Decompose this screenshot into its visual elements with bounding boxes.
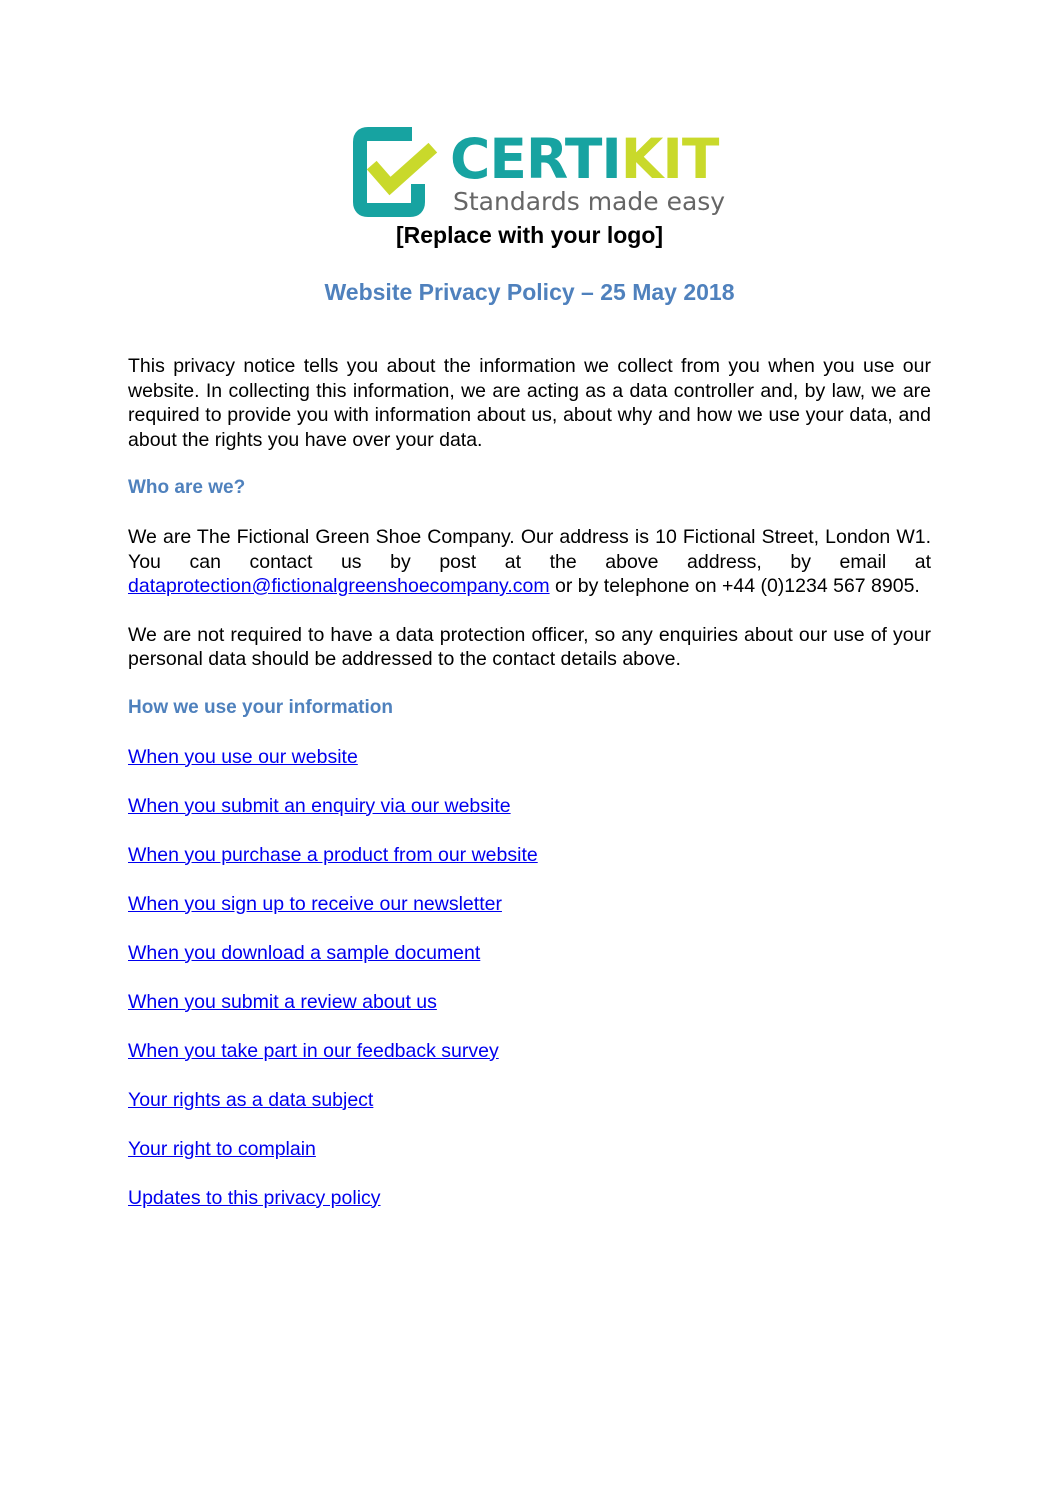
how-we-use-heading: How we use your information xyxy=(128,696,393,718)
contact-text-after: or by telephone on +44 (0)1234 567 8905. xyxy=(549,575,920,597)
link-feedback-survey[interactable]: When you take part in our feedback survey xyxy=(128,1039,499,1062)
intro-paragraph: This privacy notice tells you about the information we collect from you when you use our website. In collecting this information, we are acting as a data controller and, by law, we are required to provide you with information about us, about why and how we use your data, and about the rights you have over your data. xyxy=(128,355,931,451)
who-are-we-heading: Who are we? xyxy=(128,477,246,498)
document-title: Website Privacy Policy – 25 May 2018 xyxy=(324,279,735,305)
dpo-paragraph: We are not required to have a data protection officer, so any enquiries about our use of your personal data should be addressed to the contact details above. xyxy=(128,623,931,670)
policy-body xyxy=(128,354,931,1235)
link-data-subject-rights[interactable]: Your rights as a data subject xyxy=(128,1088,374,1111)
logo-wordmark-part2: KIT xyxy=(620,127,719,191)
checkbox-logo-icon xyxy=(350,124,440,220)
logo-wordmark-part1: CERTI xyxy=(450,127,621,191)
email-link[interactable]: dataprotection@fictionalgreenshoecompany.com xyxy=(128,575,550,597)
contact-paragraph xyxy=(128,525,931,599)
link-right-to-complain[interactable]: Your right to complain xyxy=(128,1137,316,1160)
contact-text-before: We are The Fictional Green Shoe Company. Our address is 10 Fictional Street, London W1. You can contact us by post at the above address, by email at xyxy=(128,526,931,573)
link-newsletter[interactable]: When you sign up to receive our newsletter xyxy=(128,892,502,915)
link-submit-review[interactable]: When you submit a review about us xyxy=(128,990,437,1013)
link-policy-updates[interactable]: Updates to this privacy policy xyxy=(128,1186,381,1209)
company-logo xyxy=(350,124,726,224)
logo-wordmark xyxy=(450,124,718,194)
link-submit-enquiry[interactable]: When you submit an enquiry via our website xyxy=(128,794,511,817)
logo-tagline: Standards made easy xyxy=(453,187,726,216)
link-purchase-product[interactable]: When you purchase a product from our website xyxy=(128,843,538,866)
section-links xyxy=(128,745,931,1210)
logo-placeholder-text: [Replace with your logo] xyxy=(395,222,664,248)
link-download-sample[interactable]: When you download a sample document xyxy=(128,941,481,964)
link-use-website[interactable]: When you use our website xyxy=(128,745,358,768)
